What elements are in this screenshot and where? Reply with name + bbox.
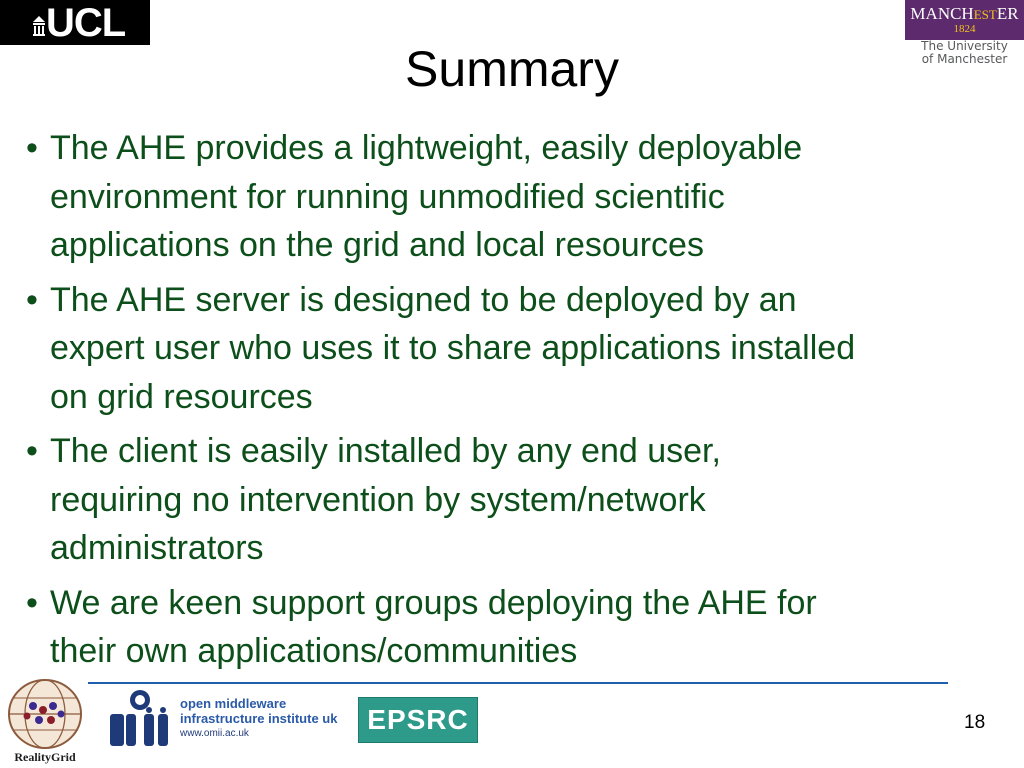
ucl-portico-icon (32, 14, 46, 36)
manchester-logo-year: 1824 (953, 23, 976, 35)
bullet-marker: • (26, 280, 38, 319)
bullet-item (22, 276, 1012, 422)
bullet-line: their own applications/communities (50, 632, 578, 670)
realitygrid-logo (3, 676, 87, 768)
omii-logo-line1: open middleware (180, 696, 287, 711)
bullet-marker: • (26, 583, 38, 622)
footer-divider (88, 682, 948, 684)
bullet-marker: • (26, 432, 38, 470)
omii-logo-url: www.omii.ac.uk (180, 728, 249, 739)
slide-title: Summary (405, 41, 619, 97)
omii-logo (108, 688, 348, 748)
manchester-logo-name: MANCHESTER (910, 4, 1019, 23)
bullet-item (22, 579, 1012, 676)
epsrc-logo (358, 697, 478, 743)
epsrc-logo-text: EPSRC (367, 704, 469, 735)
bullet-line: expert user who uses it to share applications installed (50, 329, 856, 367)
bullet-line: environment for running unmodified scientific (50, 177, 725, 216)
realitygrid-globe-icon (3, 676, 87, 752)
bullet-list (22, 124, 1012, 682)
bullet-marker: • (26, 129, 38, 167)
omii-logo-line2: infrastructure institute uk (180, 711, 338, 726)
page-number: 18 (964, 712, 986, 733)
ucl-logo-text: UCL (46, 1, 126, 45)
bullet-item (22, 427, 1012, 573)
manchester-logo-banner (905, 0, 1024, 40)
bullet-line: The AHE provides a lightweight, easily deployable (50, 129, 803, 167)
bullet-line: The AHE server is designed to be deployed by an (50, 280, 797, 319)
bullet-line: The client is easily installed by any end user, (50, 432, 721, 470)
realitygrid-label: RealityGrid (14, 750, 76, 764)
bullet-line: on grid resources (50, 377, 313, 416)
bullet-line: requiring no intervention by system/network (50, 480, 706, 519)
bullet-line: administrators (50, 529, 264, 567)
bullet-item (22, 124, 1012, 270)
omii-mark-icon (108, 688, 174, 748)
bullet-line: We are keen support groups deploying the AHE for (50, 583, 817, 622)
omii-logo-text (180, 696, 337, 742)
bullet-line: applications on the grid and local resources (50, 226, 704, 264)
manchester-logo-subtitle: The University of Manchester (921, 39, 1008, 66)
